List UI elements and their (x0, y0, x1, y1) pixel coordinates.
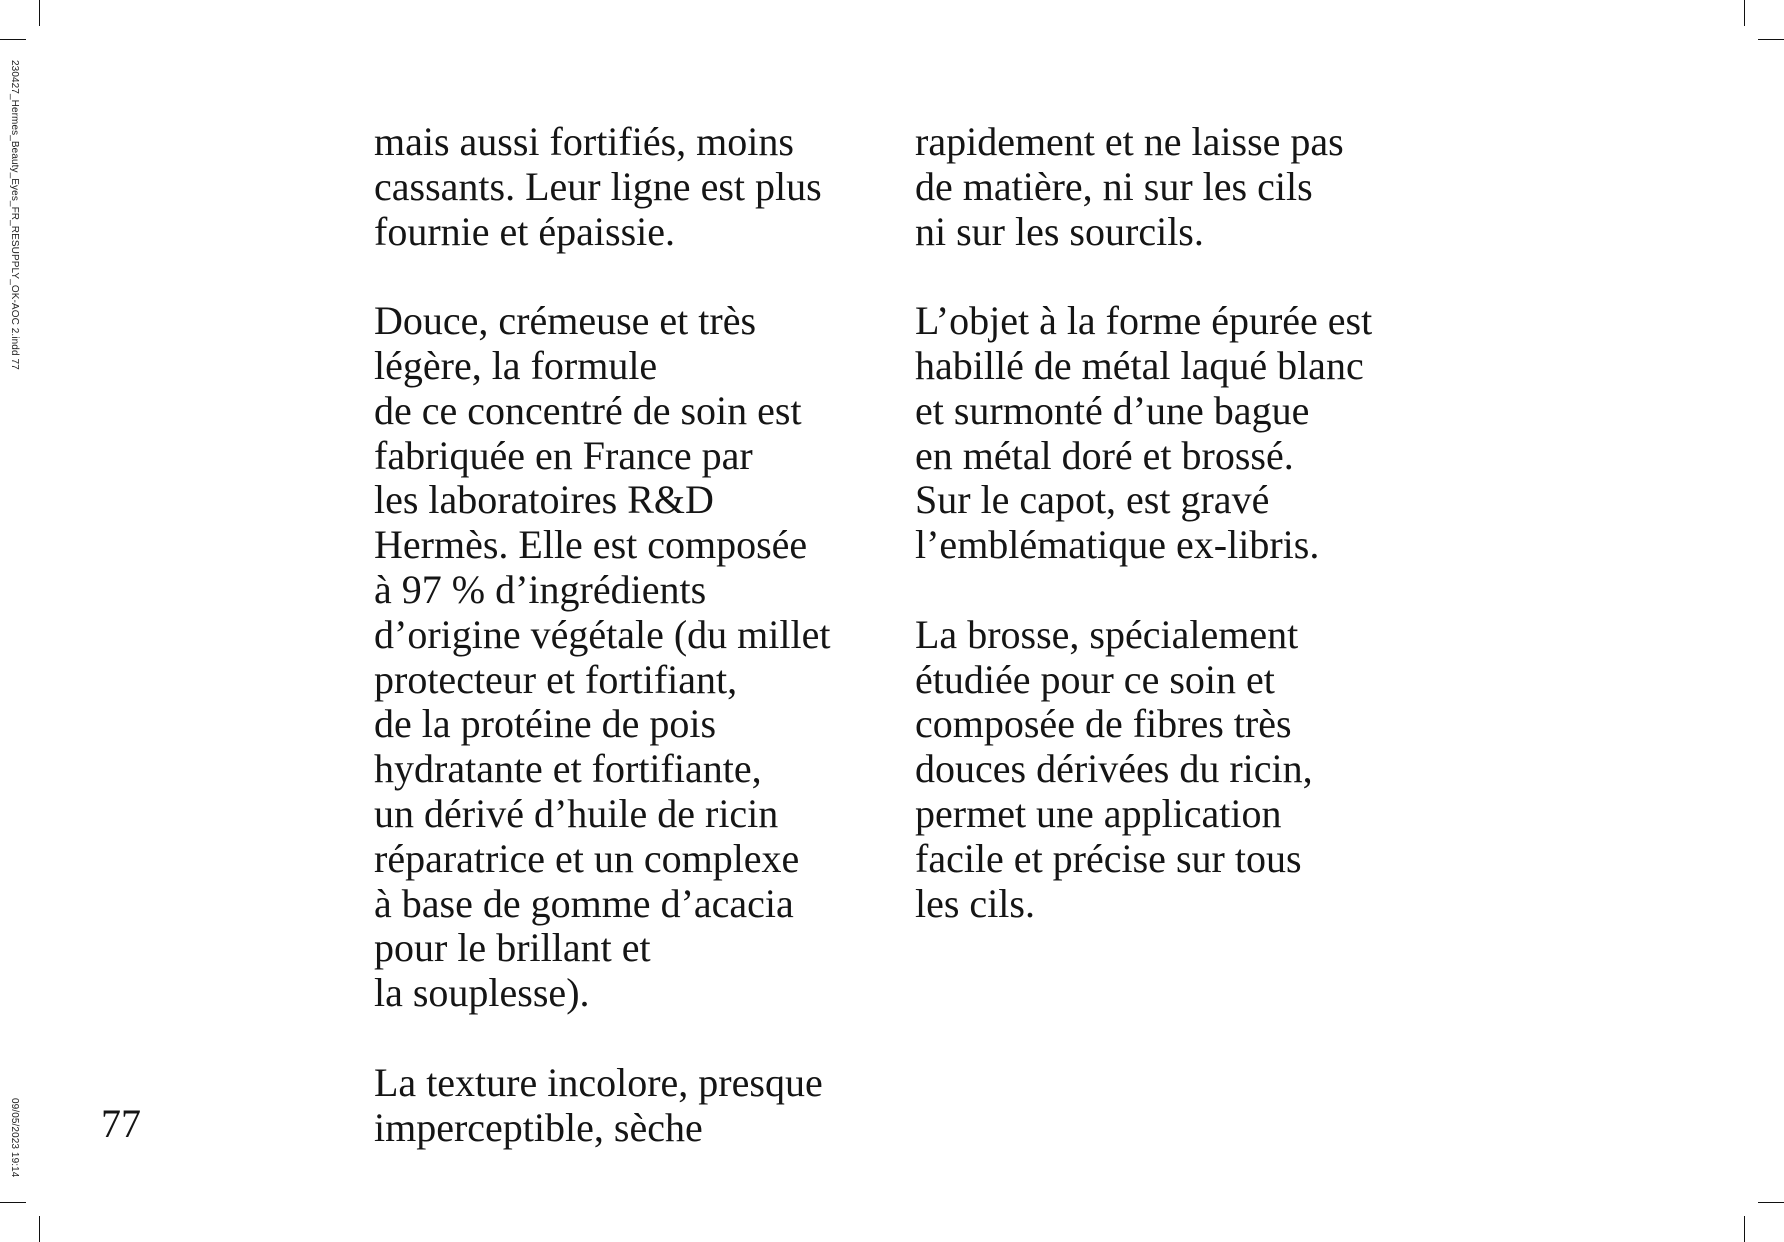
text-line: Hermès. Elle est composée (374, 522, 808, 568)
paragraph-gap (374, 254, 831, 299)
crop-mark-left-top (0, 39, 26, 40)
text-line: fabriquée en France par (374, 432, 753, 478)
text-line: à base de gomme d’acacia (374, 880, 794, 926)
paragraph-gap (374, 1016, 831, 1061)
text-line: facile et précise sur tous (915, 835, 1302, 881)
text-line: La texture incolore, presque (374, 1059, 823, 1105)
crop-mark-right-bottom (1758, 1202, 1784, 1203)
text-line: permet une application (915, 790, 1282, 836)
crop-mark-top-left (39, 0, 40, 26)
paragraph (915, 299, 1372, 568)
text-line: La brosse, spécialement (915, 611, 1299, 657)
paragraph (374, 120, 831, 254)
text-line: ni sur les sourcils. (915, 208, 1204, 254)
text-line: les laboratoires R&D (374, 477, 714, 523)
paragraph (374, 299, 831, 1016)
text-line: mais aussi fortifiés, moins (374, 119, 794, 164)
text-line: la souplesse). (374, 970, 590, 1016)
text-line: et surmonté d’une bague (915, 387, 1310, 433)
text-line: l’emblématique ex-libris. (915, 522, 1320, 568)
text-line: d’origine végétale (du millet (374, 611, 831, 657)
paragraph-gap (915, 254, 1372, 299)
crop-mark-bottom-right (1744, 1216, 1745, 1242)
text-line: de ce concentré de soin est (374, 387, 802, 433)
text-line: douces dérivées du ricin, (915, 746, 1313, 792)
paragraph (374, 1061, 831, 1151)
text-line: de la protéine de pois (374, 701, 717, 747)
text-line: habillé de métal laqué blanc (915, 342, 1364, 388)
text-line: en métal doré et brossé. (915, 432, 1294, 478)
text-line: cassants. Leur ligne est plus (374, 163, 822, 209)
text-column-right (915, 120, 1372, 926)
paragraph (915, 120, 1372, 254)
text-line: protecteur et fortifiant, (374, 656, 738, 702)
paragraph-gap (915, 568, 1372, 613)
text-line: rapidement et ne laisse pas (915, 119, 1344, 164)
text-line: réparatrice et un complexe (374, 835, 800, 881)
crop-mark-right-top (1758, 39, 1784, 40)
text-line: un dérivé d’huile de ricin (374, 790, 779, 836)
text-line: pour le brillant et (374, 925, 651, 971)
text-line: hydratante et fortifiante, (374, 746, 762, 792)
text-column-left (374, 120, 831, 1150)
text-line: Sur le capot, est gravé (915, 477, 1270, 523)
text-line: imperceptible, sèche (374, 1104, 703, 1150)
slug-filename: 230427_Hermes_Beauty_Eyes_FR_RESUPPLY_OK-AOC 2.indd 77 (9, 60, 20, 370)
text-line: étudiée pour ce soin et (915, 656, 1275, 702)
text-line: L’objet à la forme épurée est (915, 298, 1373, 344)
text-line: de matière, ni sur les cils (915, 163, 1313, 209)
text-line: à 97 % d’ingrédients (374, 566, 707, 612)
text-line: légère, la formule (374, 342, 658, 388)
text-line: fournie et épaissie. (374, 208, 675, 254)
crop-mark-top-right (1744, 0, 1745, 26)
page-number: 77 (101, 1101, 141, 1146)
text-line: les cils. (915, 880, 1035, 926)
paragraph (915, 613, 1372, 927)
text-line: composée de fibres très (915, 701, 1292, 747)
slug-datetime: 09/05/2023 19:14 (9, 1098, 20, 1178)
crop-mark-left-bottom (0, 1202, 26, 1203)
crop-mark-bottom-left (39, 1216, 40, 1242)
text-line: Douce, crémeuse et très (374, 298, 757, 344)
